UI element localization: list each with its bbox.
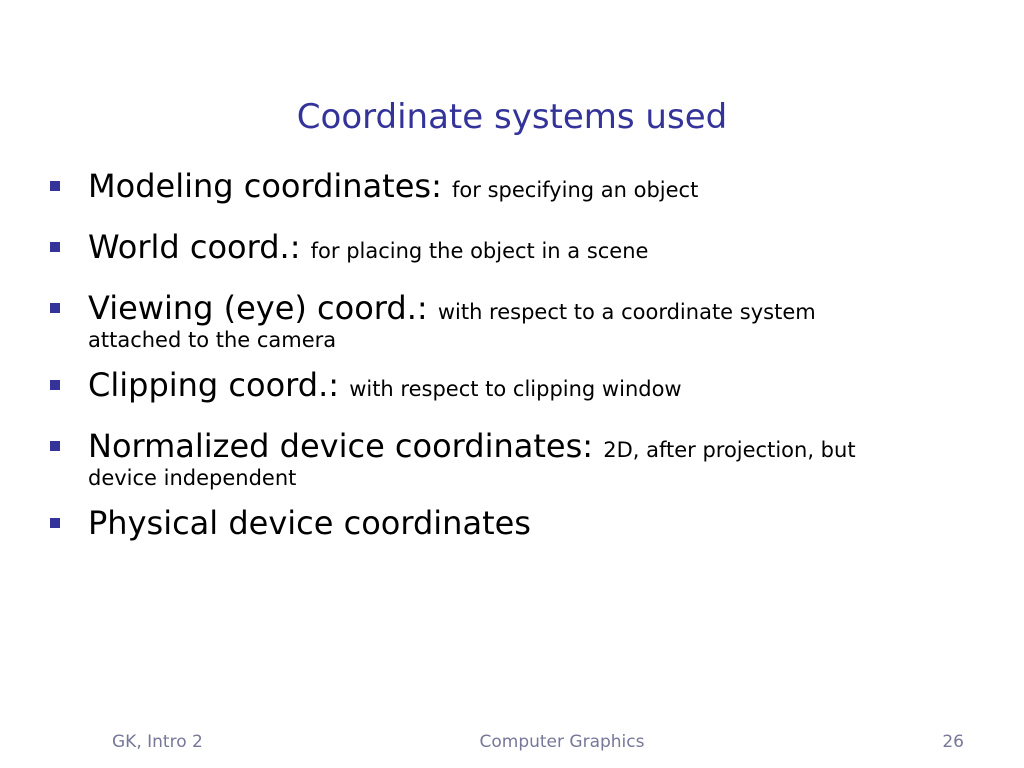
bullet-sub-text: with respect to a coordinate system [437, 300, 816, 324]
bullet-continuation-text: attached to the camera [88, 328, 337, 352]
bullet-main-text: Clipping coord.: [88, 366, 350, 404]
bullet-sub-text: with respect to clipping window [349, 377, 682, 401]
square-bullet-icon [50, 303, 60, 313]
bullet-main-text: Normalized device coordinates: [88, 427, 604, 465]
bullet-main-text: Viewing (eye) coord.: [88, 289, 438, 327]
bullet-item [48, 223, 978, 275]
bullet-continuation-text: device independent [88, 466, 297, 490]
footer-left-text: GK, Intro 2 [112, 732, 203, 752]
square-bullet-icon [50, 242, 60, 252]
bullet-item [48, 284, 978, 352]
bullet-sub-text: for placing the object in a scene [310, 239, 649, 263]
slide-number: 26 [942, 732, 964, 752]
bullet-main-text: Modeling coordinates: [88, 167, 453, 205]
bullet-list [48, 162, 978, 556]
bullet-main-text: World coord.: [88, 228, 311, 266]
footer-center-text: Computer Graphics [479, 732, 645, 752]
square-bullet-icon [50, 518, 60, 528]
square-bullet-icon [50, 380, 60, 390]
bullet-item [48, 499, 978, 547]
square-bullet-icon [50, 441, 60, 451]
bullet-main-text: Physical device coordinates [88, 504, 531, 542]
square-bullet-icon [50, 181, 60, 191]
bullet-item [48, 422, 978, 490]
bullet-sub-text: for specifying an object [452, 178, 699, 202]
bullet-item [48, 162, 978, 214]
slide-title: Coordinate systems used [296, 97, 728, 137]
bullet-item [48, 361, 978, 413]
bullet-sub-text: 2D, after projection, but [603, 438, 856, 462]
